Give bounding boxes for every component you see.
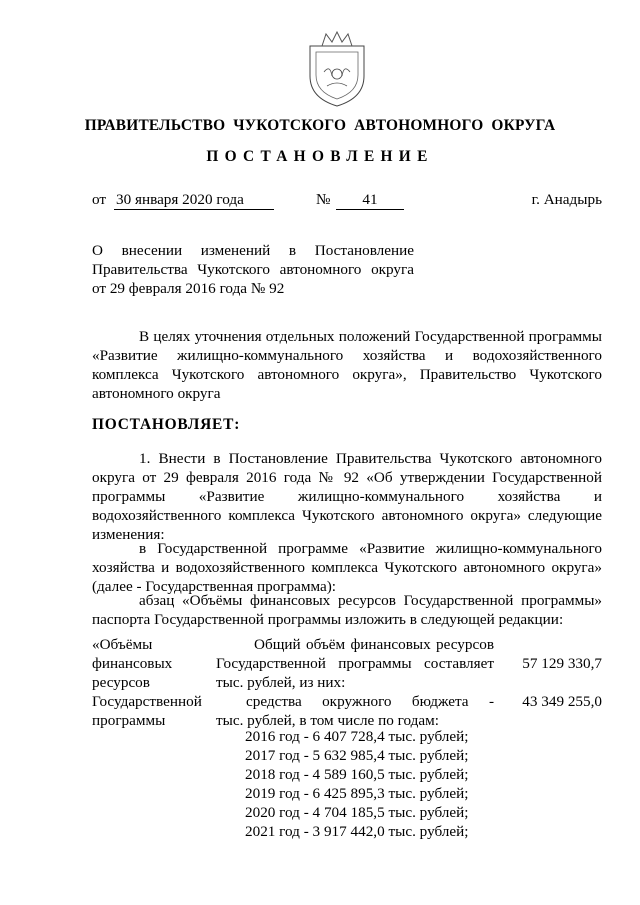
year-line: 2017 год - 5 632 985,4 тыс. рублей;: [245, 747, 469, 764]
year-line: 2019 год - 6 425 895,3 тыс. рублей;: [245, 785, 469, 802]
subject-line: Правительства Чукотского автономного округа: [92, 261, 414, 278]
date-number-line: [92, 190, 602, 210]
total-line: Государственной программы составляет: [216, 655, 494, 672]
preamble-paragraph: В целях уточнения отдельных положений Государственной программы «Развитие жилищно-коммунального хозяйства и водохозяйственного комплекса Чукотского автономного округа», Правительство Чукотского автономного округа: [92, 328, 602, 402]
label-line: «Объёмы: [92, 636, 153, 653]
subject-line: О внесении изменений в Постановление: [92, 242, 414, 259]
funding-description-cell: [216, 635, 494, 730]
subject-line: от 29 февраля 2016 года № 92: [92, 280, 285, 297]
document-date: 30 января 2020 года: [116, 191, 244, 208]
yearly-breakdown: [245, 727, 468, 841]
year-line: 2018 год - 4 589 160,5 тыс. рублей;: [245, 766, 469, 783]
label-line: финансовых: [92, 655, 173, 672]
label-line: Государственной: [92, 693, 202, 710]
number-prefix: №: [316, 191, 331, 208]
total-line: тыс. рублей, из них:: [216, 674, 346, 691]
district-value: 43 349 255,0: [522, 693, 602, 710]
label-line: программы: [92, 712, 166, 729]
resolves-heading: ПОСТАНОВЛЯЕТ:: [92, 416, 241, 433]
district-line: тыс. рублей, в том числе по годам:: [216, 712, 439, 729]
organization-title: ПРАВИТЕЛЬСТВО ЧУКОТСКОГО АВТОНОМНОГО ОКРУГА: [84, 117, 556, 134]
year-line: 2016 год - 6 407 728,4 тыс. рублей;: [245, 728, 469, 745]
coat-of-arms-emblem: [302, 28, 372, 108]
document-city: г. Анадырь: [531, 191, 602, 208]
year-line: 2021 год - 3 917 442,0 тыс. рублей;: [245, 823, 469, 840]
district-line: средства окружного бюджета -: [246, 693, 494, 710]
year-line: 2020 год - 4 704 185,5 тыс. рублей;: [245, 804, 469, 821]
date-prefix: от: [92, 191, 107, 208]
total-line: Общий объём финансовых ресурсов: [254, 636, 494, 653]
body-paragraph: абзац «Объёмы финансовых ресурсов Государственной программы» паспорта Государственной программы изложить в следующей редакции:: [92, 592, 602, 628]
body-paragraph: 1. Внести в Постановление Правительства Чукотского автономного округа от 29 февраля 2016 года № 92 «Об утверждении Государственной программы «Развитие жилищно-коммунального хозяйства и водохозяйственного комплекса Чукотского автономного округа» следующие изменения:: [92, 450, 602, 543]
funding-label-cell: [92, 635, 214, 730]
date-wrap: [114, 190, 274, 210]
total-value: 57 129 330,7: [522, 655, 602, 672]
document-number: 41: [336, 190, 404, 210]
body-paragraph: в Государственной программе «Развитие жилищно-коммунального хозяйства и водохозяйственного комплекса Чукотского автономного округа» (далее - Государственная программа):: [92, 540, 602, 595]
document-subject: [92, 241, 414, 298]
document-type-title: ПОСТАНОВЛЕНИЕ: [206, 148, 434, 165]
funding-values-cell: [496, 635, 602, 711]
label-line: ресурсов: [92, 674, 150, 691]
